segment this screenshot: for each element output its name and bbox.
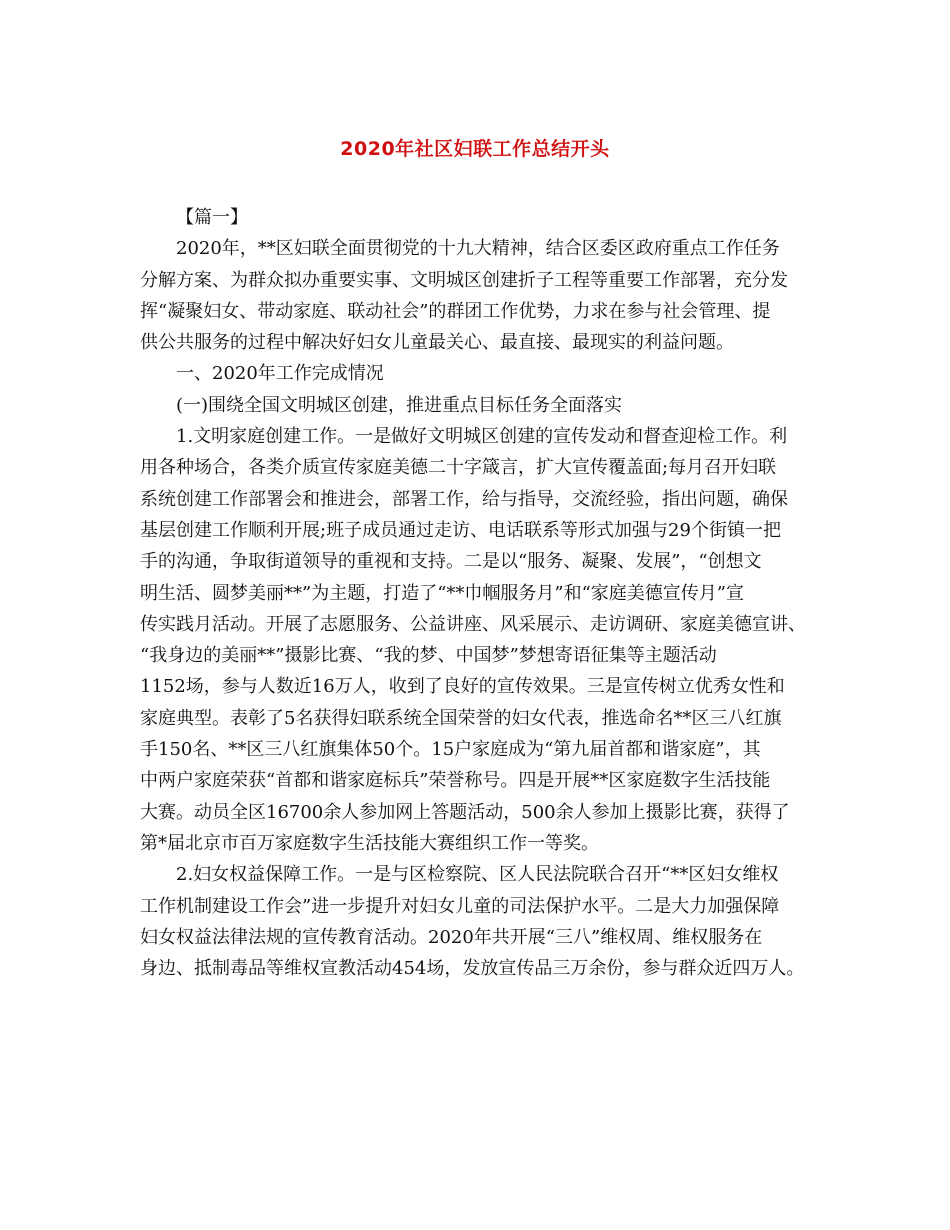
text-line: 用各种场合，各类介质宣传家庭美德二十字箴言，扩大宣传覆盖面;每月召开妇联 [140,457,777,479]
text-line: (一)围绕全国文明城区创建，推进重点目标任务全面落实 [176,394,623,416]
text-line: 大赛。动员全区16700余人参加网上答题活动，500余人参加上摄影比赛，获得了 [140,801,790,823]
text-line: 家庭典型。表彰了5名获得妇联系统全国荣誉的妇女代表，推选命名**区三八红旗 [140,707,782,729]
text-line: 1.文明家庭创建工作。一是做好文明城区创建的宣传发动和督查迎检工作。利 [176,426,788,448]
document-body [140,202,820,984]
text-line: 妇女权益法律法规的宣传教育活动。2020年共开展“三八”维权周、维权服务在 [140,926,763,948]
text-line: 工作机制建设工作会”进一步提升对妇女儿童的司法保护水平。二是大力加强保障 [140,895,780,917]
text-line: 手的沟通，争取街道领导的重视和支持。二是以“服务、凝聚、发展”，“创想文 [140,551,762,573]
text-line: 第*届北京市百万家庭数字生活技能大赛组织工作一等奖。 [140,832,599,854]
text-line: 系统创建工作部署会和推进会，部署工作，给与指导，交流经验，指出问题，确保 [140,488,788,510]
text-line: 分解方案、为群众拟办重要实事、文明城区创建折子工程等重要工作部署，充分发 [140,269,788,291]
text-line: 明生活、圆梦美丽**”为主题，打造了“**巾帼服务月”和“家庭美德宣传月”宣 [140,582,745,604]
text-line: 【篇一】 [176,207,248,228]
text-line: 基层创建工作顺利开展;班子成员通过走访、电话联系等形式加强与29个街镇一把 [140,519,781,541]
text-line: 1152场，参与人数近16万人，收到了良好的宣传效果。三是宣传树立优秀女性和 [140,676,785,698]
text-line: 手150名、**区三八红旗集体50个。15户家庭成为“第九届首都和谐家庭”，其 [140,739,761,761]
text-line: 2.妇女权益保障工作。一是与区检察院、区人民法院联合召开“**区妇女维权 [176,864,779,886]
text-line: 一、2020年工作完成情况 [176,363,384,385]
text-line: 身边、抵制毒品等维权宣教活动454场，发放宣传品三万余份，参与群众近四万人。 [140,958,805,980]
text-line: “我身边的美丽**”摄影比赛、“我的梦、中国梦”梦想寄语征集等主题活动 [140,645,717,667]
document-title: 2020年社区妇联工作总结开头 [340,138,610,160]
text-line: 供公共服务的过程中解决好妇女儿童最关心、最直接、最现实的利益问题。 [140,332,734,354]
text-line: 中两户家庭荣获“首都和谐家庭标兵”荣誉称号。四是开展**区家庭数字生活技能 [140,770,771,792]
text-line: 挥“凝聚妇女、带动家庭、联动社会”的群团工作优势，力求在参与社会管理、提 [140,300,771,322]
text-line: 传实践月活动。开展了志愿服务、公益讲座、风采展示、走访调研、家庭美德宣讲、 [140,613,806,635]
text-line: 2020年，**区妇联全面贯彻党的十九大精神，结合区委区政府重点工作任务 [176,238,780,260]
